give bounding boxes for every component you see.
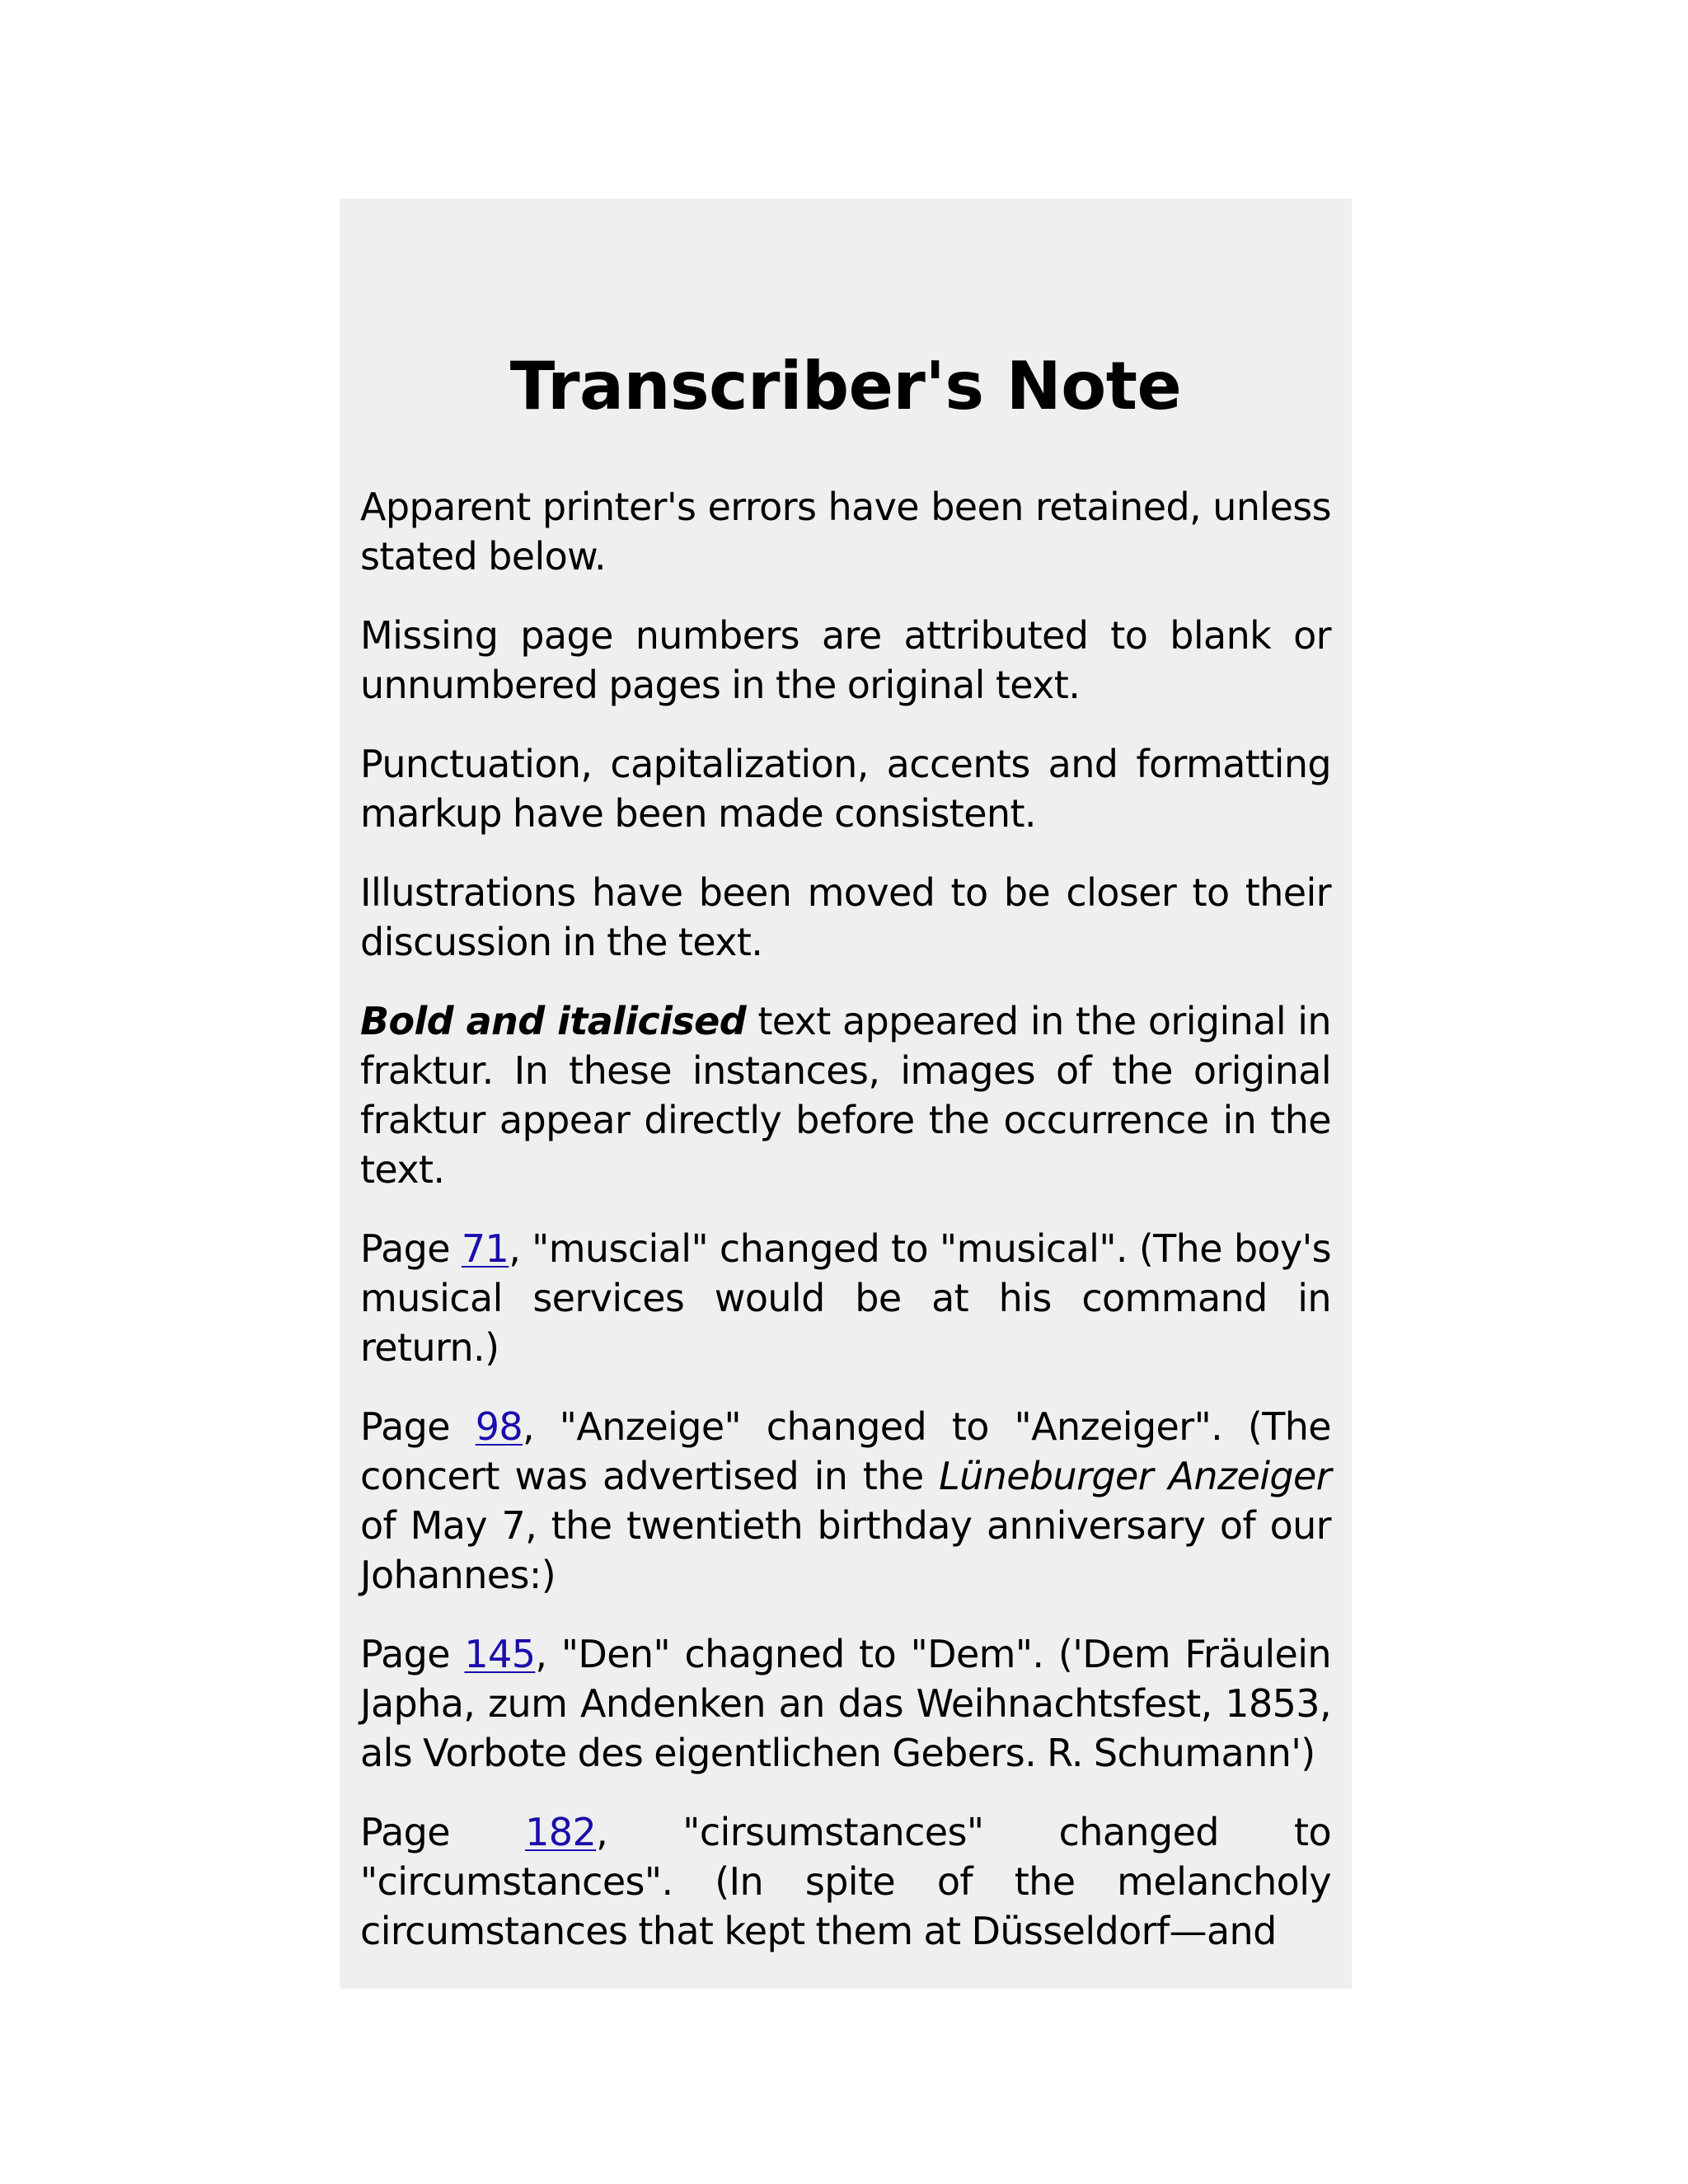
- page-prefix: Page: [360, 1404, 476, 1449]
- note-paragraph-page-71: [360, 1224, 1331, 1372]
- page-prefix: Page: [360, 1632, 465, 1676]
- page-prefix: Page: [360, 1226, 462, 1271]
- note-paragraph-page-145: [360, 1629, 1331, 1778]
- page-link-182[interactable]: 182: [525, 1810, 597, 1854]
- page-link-98[interactable]: 98: [475, 1404, 523, 1449]
- page-link-145[interactable]: 145: [464, 1632, 536, 1676]
- note-paragraph-page-98: [360, 1402, 1331, 1600]
- paragraph-text: text appeared in the original in fraktur. In these instances, images of the original fraktur appear directly before the occurrence in the text.: [360, 999, 1331, 1192]
- page-title: Transcriber's Note: [509, 348, 1182, 424]
- paragraph-text: Illustrations have been moved to be closer to their discussion in the text.: [360, 870, 1331, 964]
- note-paragraph-missing-pages: [360, 611, 1331, 710]
- note-paragraph-printers-errors: [360, 482, 1331, 581]
- note-paragraph-illustrations: [360, 868, 1331, 967]
- page-prefix: Page: [360, 1810, 526, 1854]
- note-paragraph-punctuation: [360, 739, 1331, 838]
- paragraph-text: , "cirsumstances" changed to "circumstances". (In spite of the melancholy circumstances that kept them at Düsseldorf—and: [360, 1810, 1331, 1953]
- transcribers-note-box: [340, 199, 1352, 1989]
- note-paragraph-page-182: [360, 1807, 1331, 1956]
- paragraph-text: Apparent printer's errors have been retained, unless stated below.: [360, 485, 1331, 579]
- paragraph-text: Punctuation, capitalization, accents and formatting markup have been made consistent.: [360, 742, 1331, 836]
- note-paragraph-fraktur: [360, 996, 1331, 1194]
- paragraph-text: of May 7, the twentieth birthday anniversary of our Johannes:): [360, 1503, 1331, 1597]
- paragraph-text: , "muscial" changed to "musical". (The boy's musical services would be at his command in return.): [360, 1226, 1332, 1370]
- bold-italic-sample: Bold and italicised: [360, 999, 747, 1043]
- paragraph-text: Missing page numbers are attributed to blank or unnumbered pages in the original text.: [360, 613, 1331, 707]
- paragraph-text: , "Anzeige" changed to "Anzeiger". (The concert was advertised in the: [360, 1404, 1331, 1498]
- page-link-71[interactable]: 71: [461, 1226, 509, 1271]
- paragraph-text: , "Den" chagned to "Dem". ('Dem Fräulein Japha, zum Andenken an das Weihnachtsfest, 1853, als Vorbote des eigentlichen Gebers. R. Schumann'): [360, 1632, 1331, 1775]
- newspaper-title: Lüneburger Anzeiger: [939, 1454, 1331, 1498]
